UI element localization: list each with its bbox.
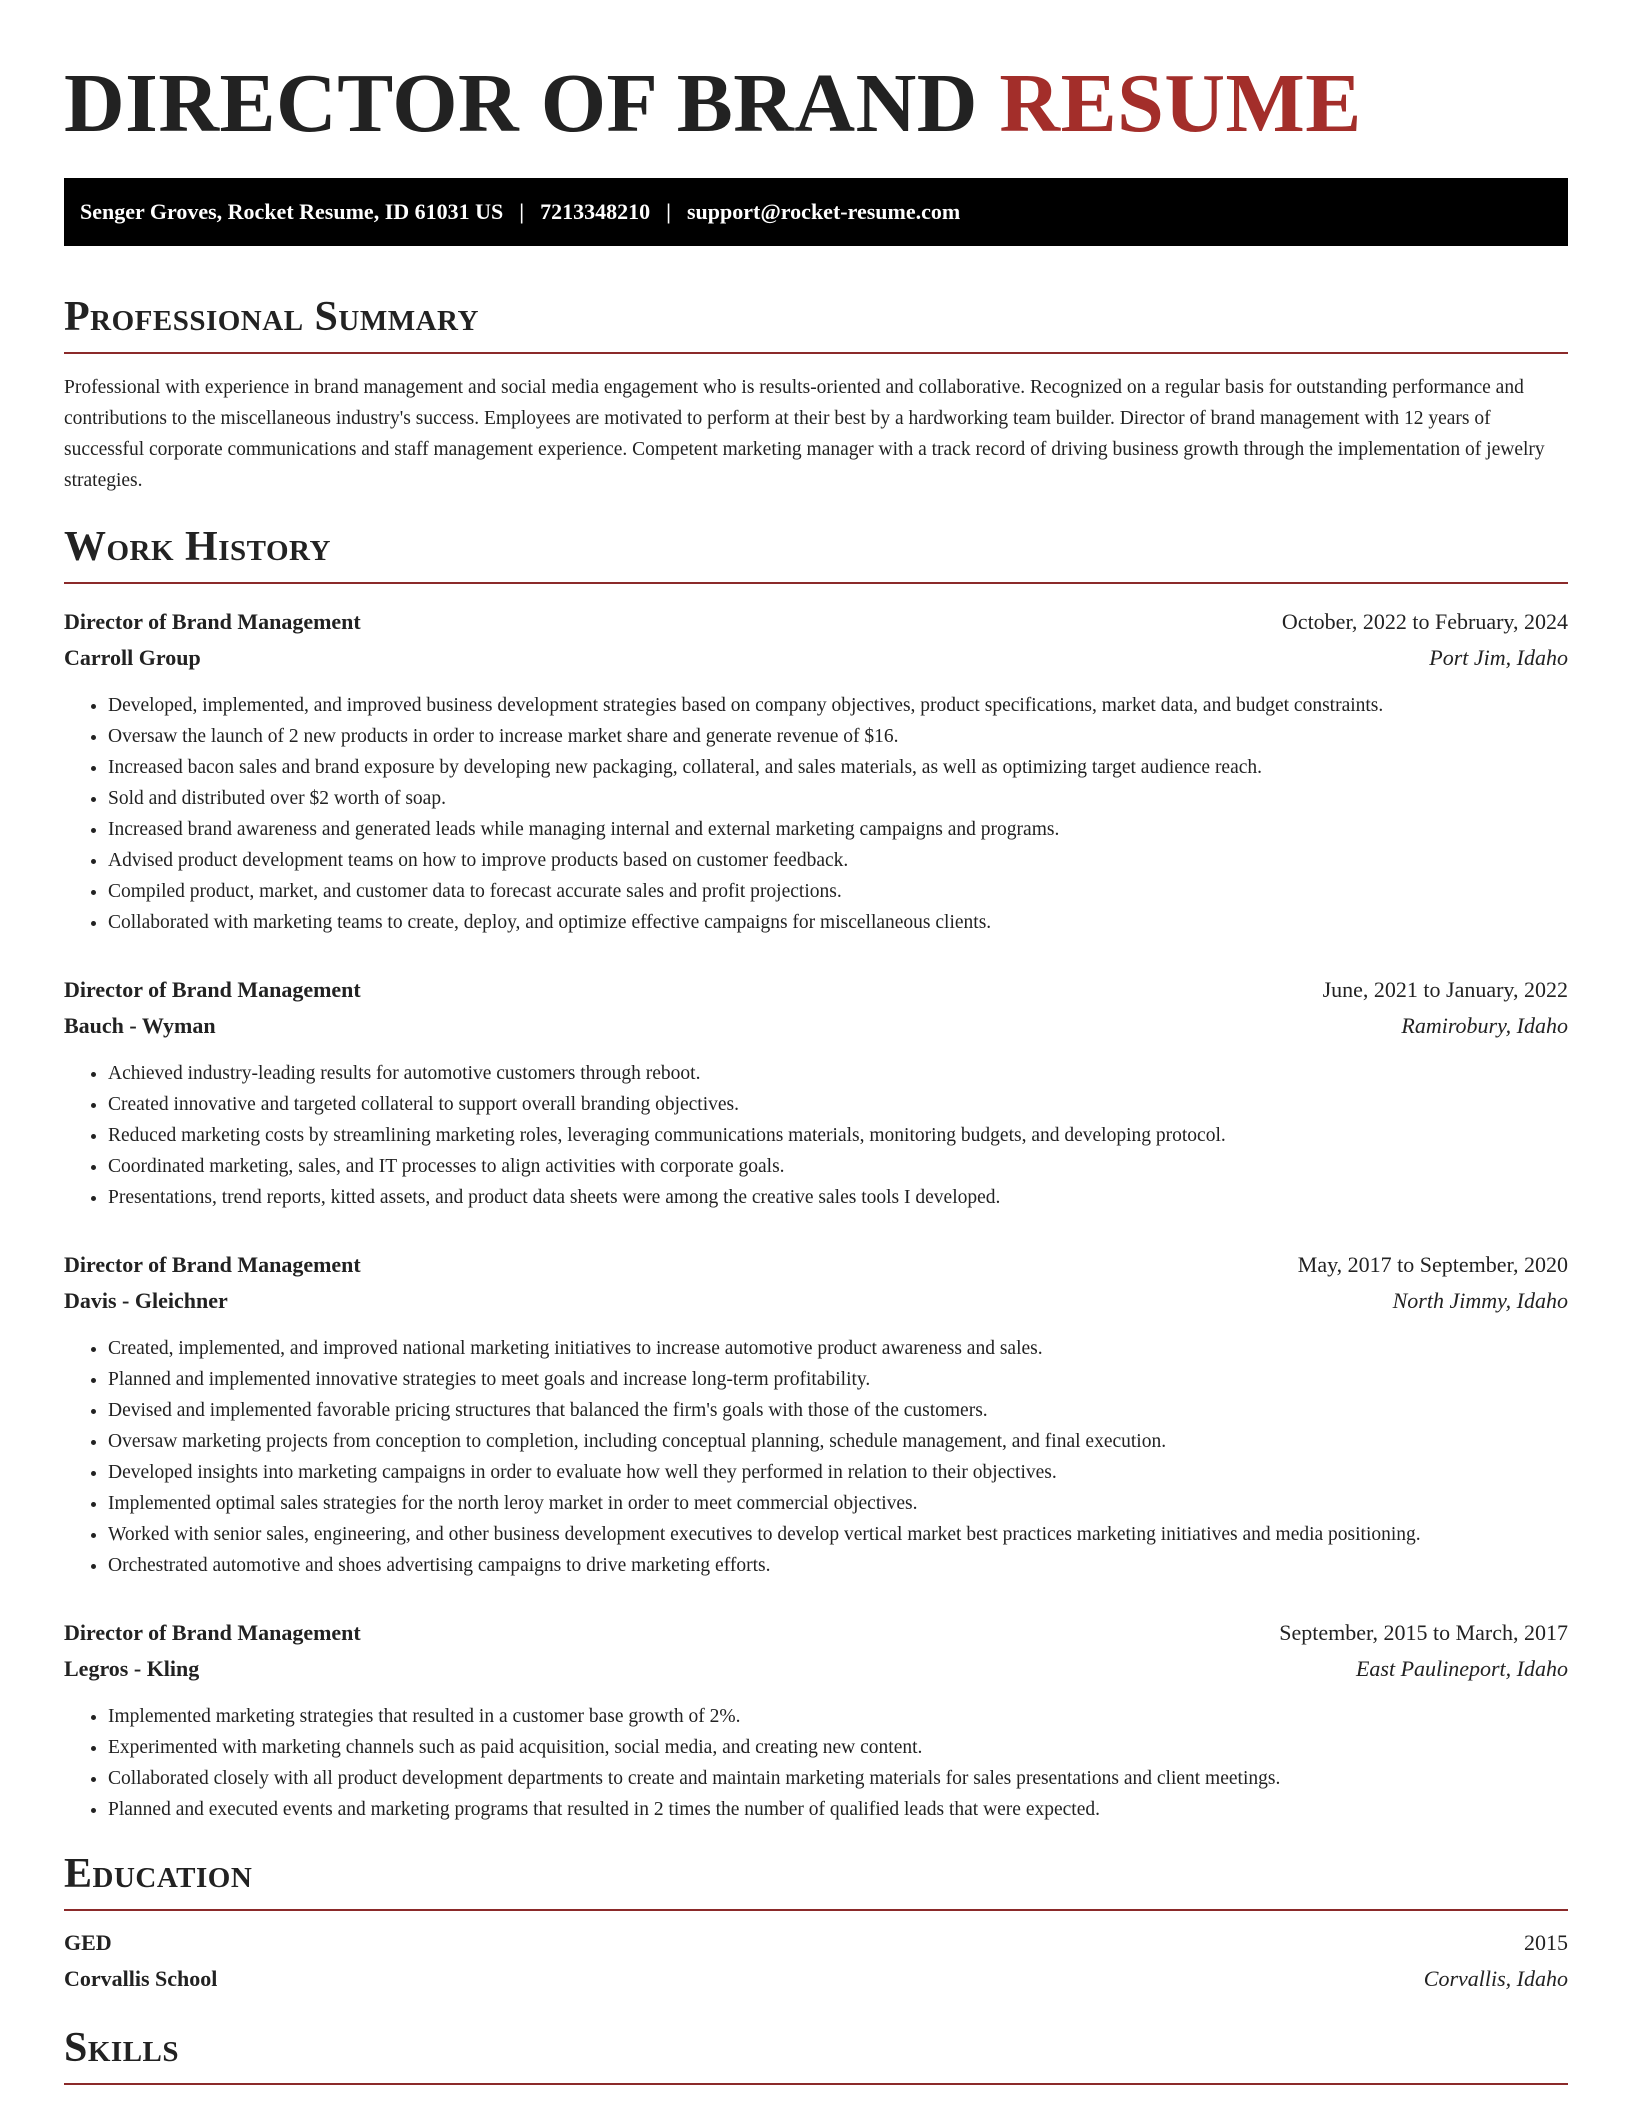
job-header-row	[64, 604, 1568, 640]
education-degree: GED	[64, 1930, 112, 1955]
job-bullet: • Collaborated with marketing teams to create, deploy, and optimize effective campaigns for miscellaneous clients.	[108, 907, 1568, 938]
job-bullet: • Developed, implemented, and improved business development strategies based on company objectives, product specifications, market data, and budget constraints.	[108, 690, 1568, 721]
job-bullet-list	[64, 1701, 1568, 1825]
section-divider	[64, 582, 1568, 584]
job-header-row	[64, 1247, 1568, 1283]
contact-bar	[64, 178, 1568, 246]
job-bullet: • Increased brand awareness and generated leads while managing internal and external marketing campaigns and programs.	[108, 814, 1568, 845]
job-company: Davis - Gleichner	[64, 1288, 228, 1313]
job-company-row	[64, 1283, 1568, 1319]
job-title: Director of Brand Management	[64, 1252, 361, 1277]
job-entry	[64, 604, 1568, 938]
job-bullet: • Oversaw the launch of 2 new products in order to increase market share and generate revenue of $16.	[108, 721, 1568, 752]
job-bullet: • Created innovative and targeted collateral to support overall branding objectives.	[108, 1089, 1568, 1120]
contact-email[interactable]: support@rocket-resume.com	[686, 199, 961, 224]
resume-title	[64, 0, 1568, 152]
job-header-row	[64, 1615, 1568, 1651]
job-bullet: • Implemented marketing strategies that resulted in a customer base growth of 2%.	[108, 1701, 1568, 1732]
job-bullet: • Reduced marketing costs by streamlining marketing roles, leveraging communications materials, monitoring budgets, and developing protocol.	[108, 1120, 1568, 1151]
summary-section	[64, 292, 1568, 496]
job-header-row	[64, 972, 1568, 1008]
job-location: Port Jim, Idaho	[1429, 645, 1568, 670]
job-title: Director of Brand Management	[64, 609, 361, 634]
job-company-row	[64, 640, 1568, 676]
education-heading: Education	[64, 1851, 253, 1897]
contact-phone[interactable]: 7213348210	[540, 199, 651, 224]
job-entry	[64, 1247, 1568, 1581]
job-bullet: • Worked with senior sales, engineering, and other business development executives to develop vertical market best practices marketing initiatives and media positioning.	[108, 1519, 1568, 1550]
education-school: Corvallis School	[64, 1966, 218, 1991]
job-bullet: • Created, implemented, and improved national marketing initiatives to increase automotive product awareness and sales.	[108, 1333, 1568, 1364]
skills-section	[64, 2023, 1568, 2085]
job-title: Director of Brand Management	[64, 1620, 361, 1645]
section-divider	[64, 2083, 1568, 2085]
contact-address: Senger Groves, Rocket Resume, ID 61031 US	[80, 199, 504, 224]
job-bullet: • Developed insights into marketing campaigns in order to evaluate how well they performed in relation to their objectives.	[108, 1457, 1568, 1488]
title-accent: RESUME	[999, 57, 1362, 150]
job-location: North Jimmy, Idaho	[1392, 1288, 1568, 1313]
job-dates: June, 2021 to January, 2022	[1322, 977, 1568, 1002]
education-location: Corvallis, Idaho	[1423, 1966, 1568, 1991]
contact-separator: |	[519, 199, 525, 224]
job-company-row	[64, 1651, 1568, 1687]
job-dates: October, 2022 to February, 2024	[1281, 609, 1568, 634]
job-bullet: • Achieved industry-leading results for automotive customers through reboot.	[108, 1058, 1568, 1089]
job-bullet-list	[64, 1333, 1568, 1581]
education-section	[64, 1849, 1568, 1997]
work-history-heading: Work History	[64, 524, 331, 570]
summary-heading: Professional Summary	[64, 294, 479, 340]
job-bullet-list	[64, 1058, 1568, 1213]
job-dates: May, 2017 to September, 2020	[1297, 1252, 1568, 1277]
section-divider	[64, 352, 1568, 354]
job-bullet: • Experimented with marketing channels such as paid acquisition, social media, and creating new content.	[108, 1732, 1568, 1763]
job-bullet: • Collaborated closely with all product development departments to create and maintain marketing materials for sales presentations and client meetings.	[108, 1763, 1568, 1794]
job-bullet: • Advised product development teams on how to improve products based on customer feedback.	[108, 845, 1568, 876]
job-company: Bauch - Wyman	[64, 1013, 216, 1038]
job-bullet: • Implemented optimal sales strategies for the north leroy market in order to meet commercial objectives.	[108, 1488, 1568, 1519]
title-main: DIRECTOR OF BRAND	[64, 57, 978, 150]
education-year: 2015	[1524, 1930, 1568, 1955]
job-bullet: • Devised and implemented favorable pricing structures that balanced the firm's goals with those of the customers.	[108, 1395, 1568, 1426]
job-location: Ramirobury, Idaho	[1401, 1013, 1568, 1038]
job-bullet: • Oversaw marketing projects from conception to completion, including conceptual planning, schedule management, and final execution.	[108, 1426, 1568, 1457]
job-company: Legros - Kling	[64, 1656, 200, 1681]
summary-text: Professional with experience in brand management and social media engagement who is results-oriented and collaborative. Recognized on a regular basis for outstanding performance and contributions to the miscellaneous industry's success. Employees are motivated to perform at their best by a hardworking team builder. Director of brand management with 12 years of successful corporate communications and staff management experience. Competent marketing manager with a track record of driving business growth through the implementation of jewelry strategies.	[64, 377, 1545, 491]
job-bullet: • Planned and implemented innovative strategies to meet goals and increase long-term profitability.	[108, 1364, 1568, 1395]
education-entry	[64, 1925, 1568, 1997]
job-bullet: • Planned and executed events and marketing programs that resulted in 2 times the number of qualified leads that were expected.	[108, 1794, 1568, 1825]
job-bullet: • Compiled product, market, and customer data to forecast accurate sales and profit projections.	[108, 876, 1568, 907]
job-company: Carroll Group	[64, 645, 201, 670]
job-bullet-list	[64, 690, 1568, 938]
job-bullet: • Presentations, trend reports, kitted assets, and product data sheets were among the creative sales tools I developed.	[108, 1182, 1568, 1213]
job-entry	[64, 1615, 1568, 1825]
skills-heading: Skills	[64, 2025, 180, 2071]
contact-separator: |	[666, 199, 671, 224]
job-bullet: • Sold and distributed over $2 worth of soap.	[108, 783, 1568, 814]
job-title: Director of Brand Management	[64, 977, 361, 1002]
job-location: East Paulineport, Idaho	[1355, 1656, 1568, 1681]
job-bullet: • Increased bacon sales and brand exposure by developing new packaging, collateral, and sales materials, as well as optimizing target audience reach.	[108, 752, 1568, 783]
job-bullet: • Orchestrated automotive and shoes advertising campaigns to drive marketing efforts.	[108, 1550, 1568, 1581]
job-list	[64, 604, 1568, 1825]
section-divider	[64, 1909, 1568, 1911]
job-company-row	[64, 1008, 1568, 1044]
job-dates: September, 2015 to March, 2017	[1279, 1620, 1568, 1645]
job-entry	[64, 972, 1568, 1213]
work-history-section	[64, 522, 1568, 1825]
job-bullet: • Coordinated marketing, sales, and IT processes to align activities with corporate goals.	[108, 1151, 1568, 1182]
